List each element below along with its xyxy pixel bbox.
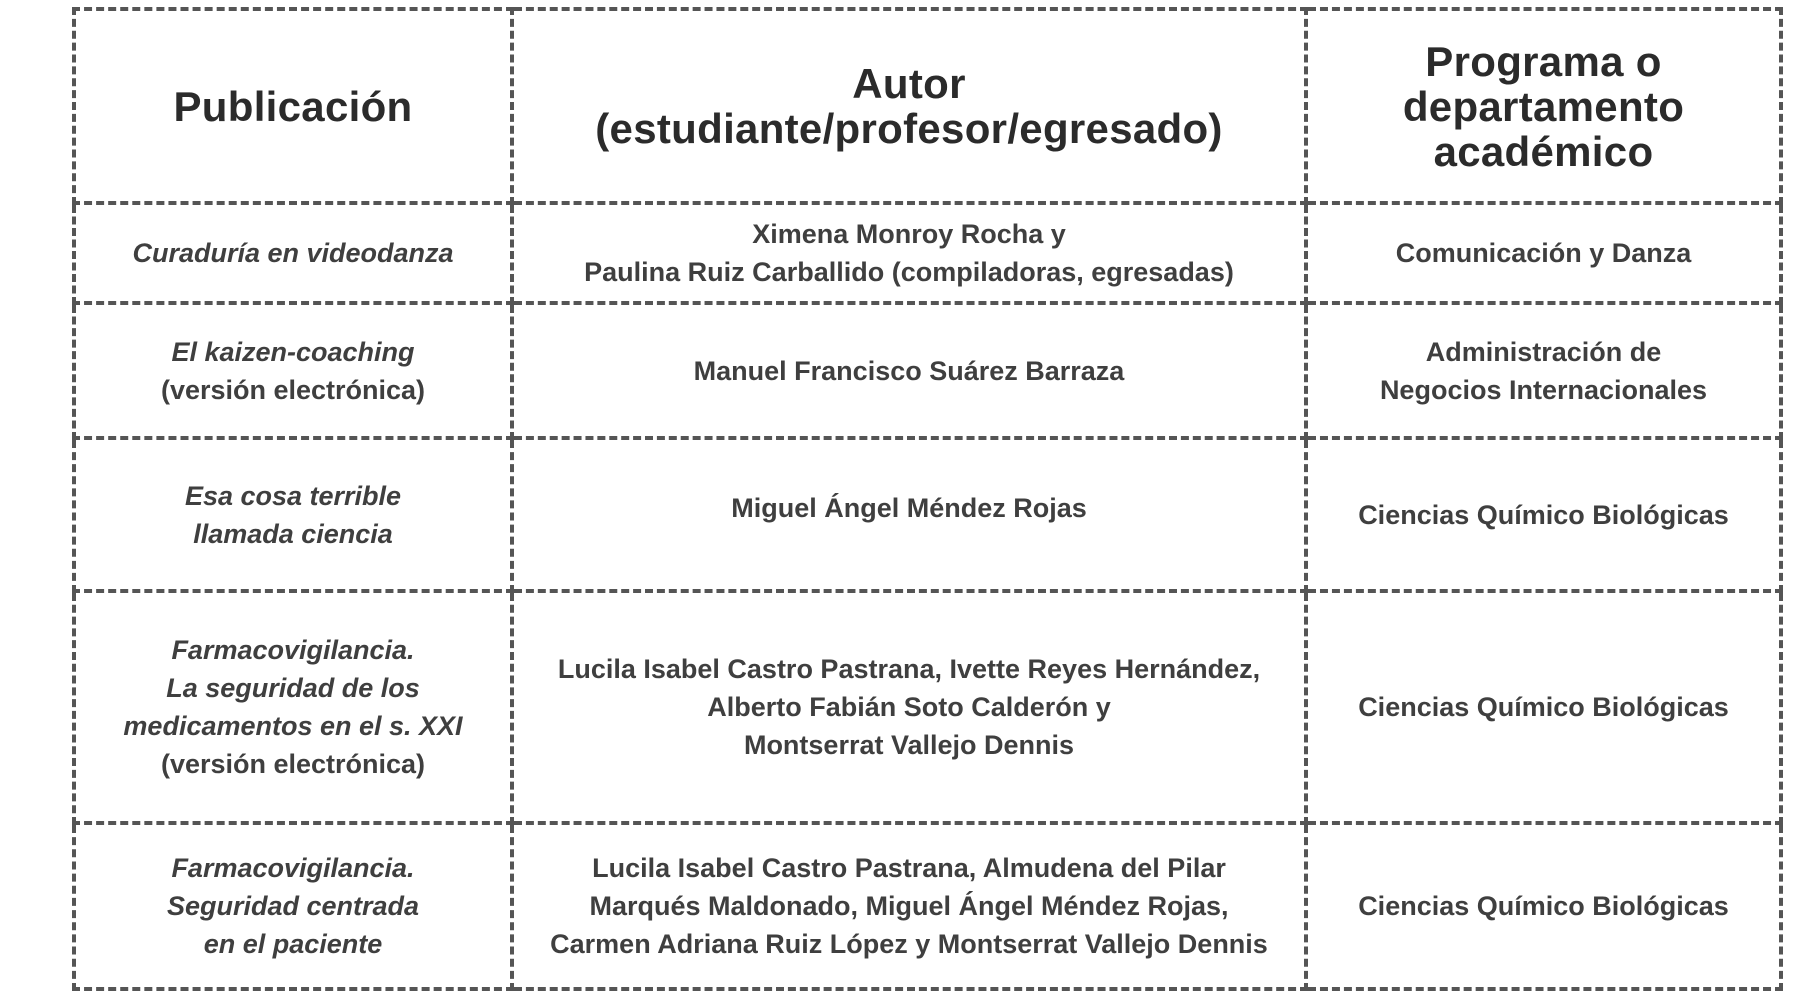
- publication-cell: [74, 823, 512, 989]
- program-cell: [1306, 203, 1781, 303]
- table-row: [74, 591, 1781, 823]
- publication-title-line: medicamentos en el s. XXI: [123, 711, 463, 741]
- header-line: (estudiante/profesor/egresado): [595, 105, 1223, 152]
- table-row: [74, 823, 1781, 989]
- table-row: [74, 303, 1781, 438]
- header-line: Publicación: [173, 82, 413, 130]
- table-row: [74, 438, 1781, 591]
- program-cell: [1306, 303, 1781, 438]
- author-line: Marqués Maldonado, Miguel Ángel Méndez Rojas,: [589, 891, 1229, 921]
- header-line: departamento: [1402, 82, 1685, 130]
- publication-title-line: Farmacovigilancia.: [171, 853, 415, 883]
- program-line: Ciencias Químico Biológicas: [1358, 891, 1729, 921]
- program-line: Administración de: [1425, 336, 1662, 367]
- publication-title-line: llamada ciencia: [193, 518, 393, 549]
- program-line: Comunicación y Danza: [1395, 238, 1692, 268]
- author-line: Lucila Isabel Castro Pastrana, Almudena del Pilar: [592, 853, 1226, 883]
- header-line: Autor: [852, 60, 966, 107]
- program-cell: [1306, 591, 1781, 823]
- publication-note-line: (versión electrónica): [160, 374, 426, 405]
- table-row: [74, 203, 1781, 303]
- publications-table: [72, 7, 1783, 991]
- author-cell: [512, 823, 1306, 989]
- author-line: Carmen Adriana Ruiz López y Montserrat Vallejo Dennis: [550, 929, 1268, 959]
- author-cell: [512, 303, 1306, 438]
- header-publication: [74, 9, 512, 203]
- program-line: Ciencias Químico Biológicas: [1358, 692, 1729, 722]
- author-cell: [512, 203, 1306, 303]
- publication-title-line: La seguridad de los: [166, 673, 420, 703]
- author-cell: [512, 591, 1306, 823]
- publication-title-line: Farmacovigilancia.: [171, 635, 415, 665]
- author-line: Montserrat Vallejo Dennis: [743, 730, 1075, 760]
- header-program: [1306, 9, 1781, 203]
- publication-cell: [74, 303, 512, 438]
- program-cell: [1306, 823, 1781, 989]
- program-cell: [1306, 438, 1781, 591]
- program-line: Negocios Internacionales: [1379, 374, 1708, 405]
- author-line: Miguel Ángel Méndez Rojas: [731, 492, 1087, 523]
- author-line: Lucila Isabel Castro Pastrana, Ivette Reyes Hernández,: [557, 654, 1261, 684]
- publication-note-line: (versión electrónica): [160, 749, 426, 779]
- author-line: Paulina Ruiz Carballido (compiladoras, egresadas): [584, 257, 1234, 287]
- author-line: Manuel Francisco Suárez Barraza: [693, 355, 1125, 386]
- author-cell: [512, 438, 1306, 591]
- publication-cell: [74, 438, 512, 591]
- publication-cell: [74, 591, 512, 823]
- author-line: Ximena Monroy Rocha y: [752, 219, 1066, 249]
- publication-title-line: El kaizen-coaching: [171, 336, 415, 367]
- header-author: [512, 9, 1306, 203]
- publication-cell: [74, 203, 512, 303]
- header-row: [74, 9, 1781, 203]
- publication-title-line: Seguridad centrada: [166, 891, 420, 921]
- header-line: Programa o: [1425, 37, 1662, 85]
- author-line: Alberto Fabián Soto Calderón y: [707, 692, 1111, 722]
- publication-title-line: Esa cosa terrible: [184, 480, 402, 511]
- publication-title-line: en el paciente: [203, 929, 383, 959]
- program-line: Ciencias Químico Biológicas: [1358, 499, 1729, 530]
- header-line: académico: [1433, 127, 1654, 175]
- publication-title-line: Curaduría en videodanza: [132, 238, 454, 268]
